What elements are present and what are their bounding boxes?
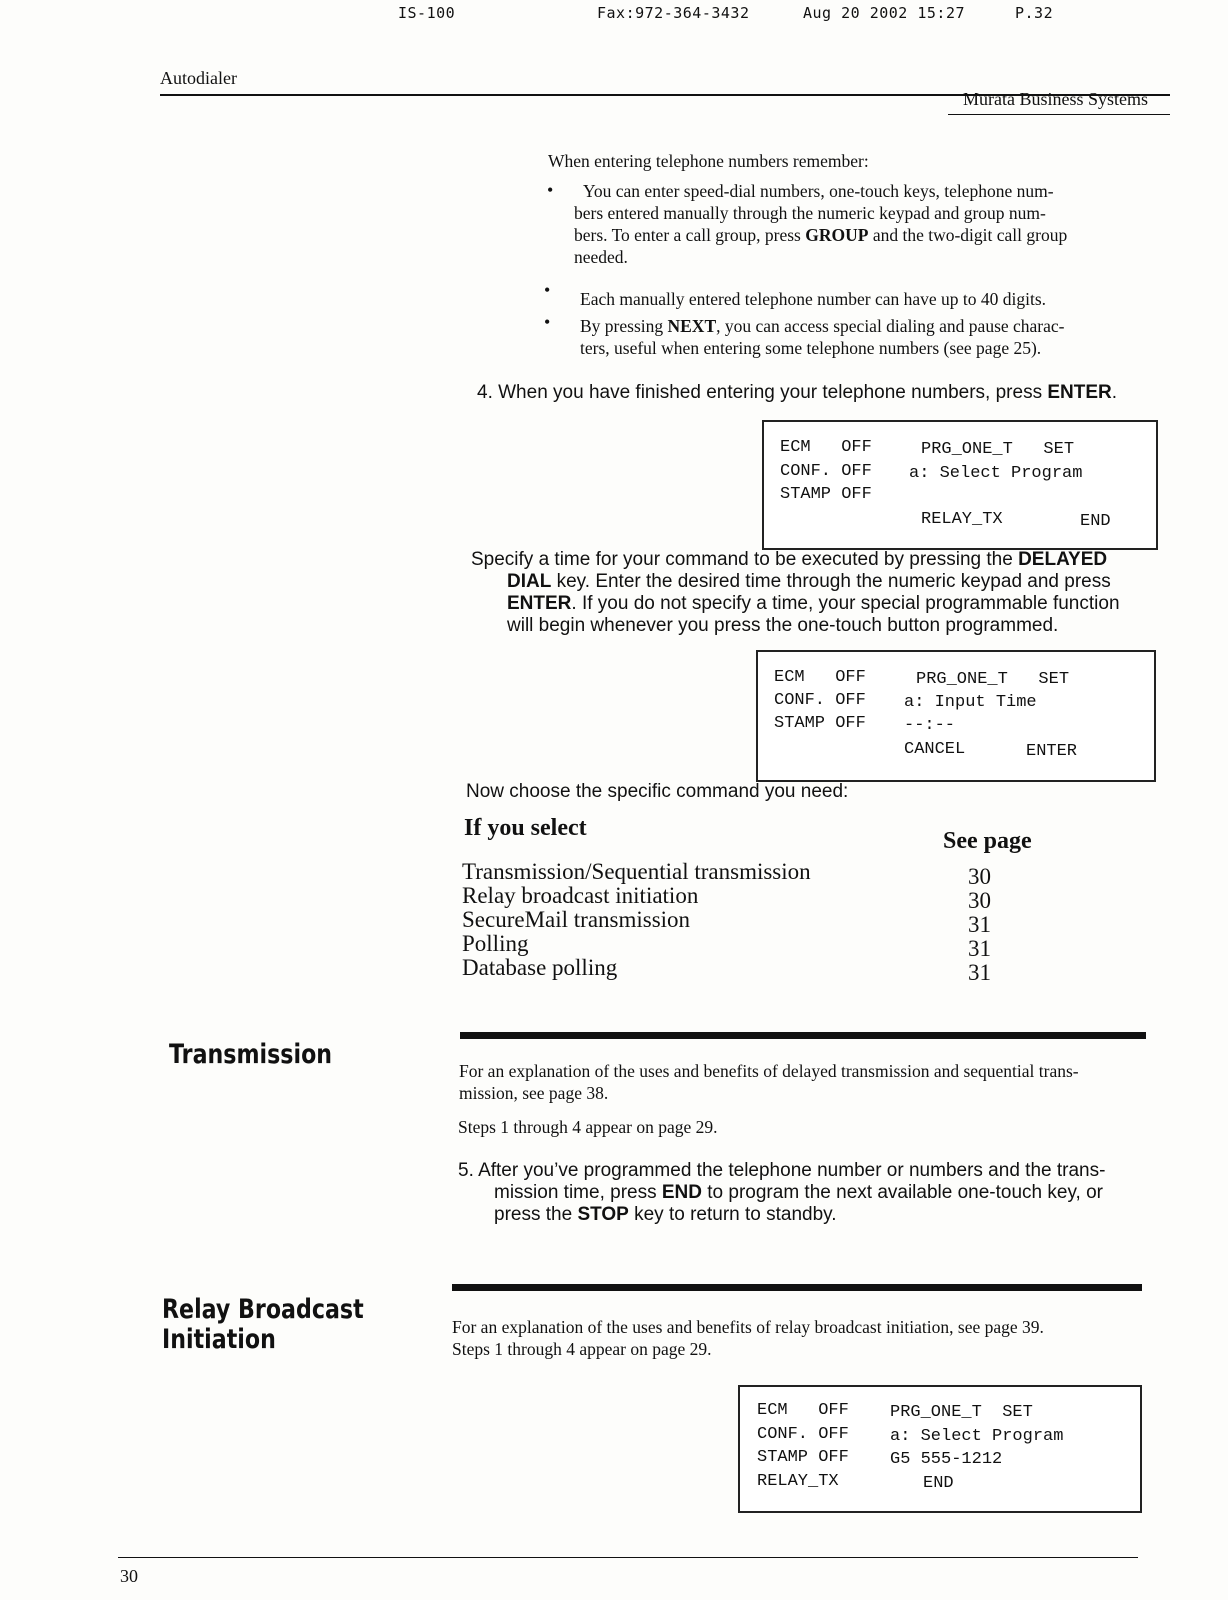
bullet-1: • <box>547 180 554 200</box>
table-header-select: If you select <box>464 815 587 841</box>
lcd-text: STAMP OFF <box>774 714 866 733</box>
bullet-text-2: Each manually entered telephone number can have up to 40 digits. <box>580 289 1047 309</box>
list-item: Transmission/Sequential transmission <box>462 859 811 884</box>
footer-rule <box>118 1557 1138 1558</box>
lcd-text: ENTER <box>1026 742 1078 761</box>
lcd-text: a: Select Program <box>890 1427 1064 1446</box>
list-item: SecureMail transmission <box>462 907 691 932</box>
list-item-page: 30 <box>968 864 991 889</box>
command-list <box>462 860 811 980</box>
lcd-text: END <box>923 1474 954 1493</box>
step-5: 5. After you’ve programmed the telephone number or numbers and the trans- mission time, press END to program the next available one-touch key, or press the STOP key to return to standby. <box>458 1160 1106 1225</box>
lcd-text: RELAY_TX <box>921 510 1003 529</box>
lcd-text: G5 555-1212 <box>890 1450 1003 1469</box>
transmission-steps-note: Steps 1 through 4 appear on page 29. <box>458 1117 718 1137</box>
transmission-intro: For an explanation of the uses and benefits of delayed transmission and sequential trans- mission, see page 38. <box>459 1061 1079 1103</box>
header-right-rule <box>948 114 1170 115</box>
section-rule <box>452 1284 1142 1291</box>
lcd-text: a: Select Program <box>909 464 1083 483</box>
section-heading-relay: Relay Broadcast Initiation <box>162 1294 364 1355</box>
lcd-text: PRG_ONE_T SET <box>890 1403 1033 1422</box>
fax-date: Aug 20 2002 15:27 <box>803 4 966 22</box>
bullet-text-1: You can enter speed-dial numbers, one-touch keys, telephone num- bers entered manually through the numeric keypad and group num- bers. To enter a call group, press GROUP and the two-digit call group needed. <box>574 181 1068 267</box>
lcd-text: PRG_ONE_T SET <box>916 670 1070 689</box>
fax-station-id: IS-100 <box>398 4 456 22</box>
table-header-page: See page <box>943 828 1032 854</box>
fax-number: Fax:972-364-3432 <box>597 4 750 22</box>
lcd-text: CONF. OFF <box>780 462 872 481</box>
choose-command: Now choose the specific command you need: <box>466 781 849 802</box>
lcd-text: END <box>1080 512 1111 531</box>
lcd-text: RELAY_TX <box>757 1472 839 1491</box>
lcd-display-select-program <box>762 420 1158 550</box>
lcd-display-relay <box>738 1385 1142 1513</box>
relay-intro: For an explanation of the uses and benefits of relay broadcast initiation, see page 39. Steps 1 through 4 appear on page 29. <box>452 1317 1044 1359</box>
list-item-page: 31 <box>968 912 991 937</box>
delayed-dial-paragraph: Specify a time for your command to be executed by pressing the DELAYED DIAL key. Enter the desired time through the numeric keypad and press ENTER. If you do not specify a time, your special programmable function will begin whenever you press the one-touch button programmed. <box>471 549 1120 636</box>
step-4: 4. When you have finished entering your telephone numbers, press ENTER. <box>477 382 1118 403</box>
lcd-text: STAMP OFF <box>757 1448 849 1467</box>
section-rule <box>460 1032 1146 1039</box>
lcd-display-input-time <box>756 650 1156 782</box>
lcd-text: CONF. OFF <box>757 1425 849 1444</box>
list-item: Database polling <box>462 955 618 980</box>
bullet-3: • <box>544 312 551 332</box>
bullet-2: • <box>544 280 551 300</box>
lcd-text: ECM OFF <box>774 668 866 687</box>
list-item-page: 31 <box>968 960 991 985</box>
lcd-text: --:-- <box>904 716 956 735</box>
page-list <box>968 865 991 985</box>
page-number: 30 <box>120 1566 138 1586</box>
lcd-text: STAMP OFF <box>780 485 872 504</box>
lcd-text: ECM OFF <box>780 438 872 457</box>
list-item-page: 31 <box>968 936 991 961</box>
lcd-text: CONF. OFF <box>774 691 866 710</box>
bullet-text-3: By pressing NEXT, you can access special dialing and pause charac- ters, useful when entering some telephone numbers (see page 25). <box>580 316 1065 358</box>
lcd-text: PRG_ONE_T SET <box>921 440 1075 459</box>
header-left: Autodialer <box>160 68 237 88</box>
fax-page: P.32 <box>1015 4 1054 22</box>
intro-heading: When entering telephone numbers remember: <box>548 151 869 171</box>
lcd-text: CANCEL <box>904 740 966 759</box>
list-item: Relay broadcast initiation <box>462 883 699 908</box>
header-right: Murata Business Systems <box>963 89 1149 109</box>
list-item: Polling <box>462 931 529 956</box>
lcd-text: ECM OFF <box>757 1401 849 1420</box>
lcd-text: a: Input Time <box>904 693 1037 712</box>
list-item-page: 30 <box>968 888 991 913</box>
section-heading-transmission: Transmission <box>169 1039 333 1070</box>
